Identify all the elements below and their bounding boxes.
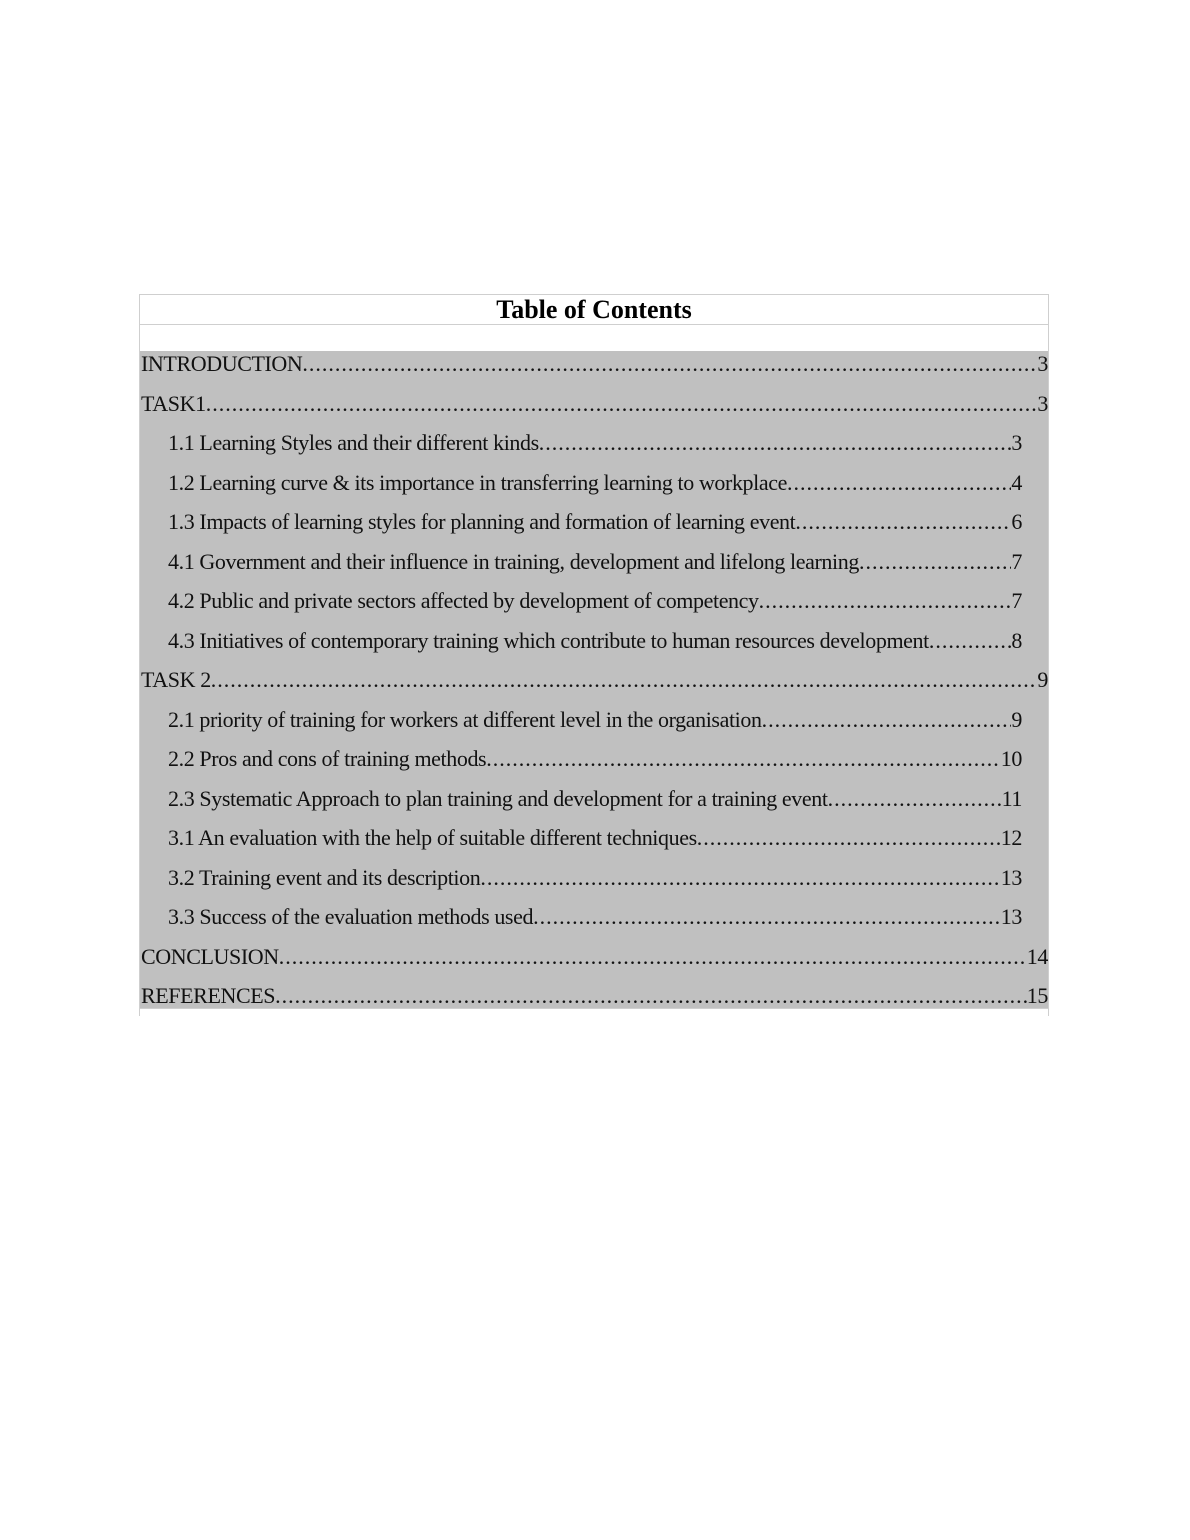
toc-entry-4-2[interactable] xyxy=(140,581,1048,621)
toc-entry-page: 13 xyxy=(1000,904,1022,929)
table-of-contents xyxy=(139,294,1049,1016)
toc-entry-references[interactable] xyxy=(140,976,1048,1016)
toc-dot-leader xyxy=(762,700,1012,740)
toc-entry-label: 2.3 Systematic Approach to plan training and development for a training event xyxy=(168,785,828,811)
toc-entry-2-3[interactable] xyxy=(140,779,1048,819)
toc-entry-page: 14 xyxy=(1026,943,1048,969)
toc-entry-page: 10 xyxy=(1000,746,1022,771)
toc-entry-1-2[interactable] xyxy=(140,463,1048,503)
toc-entry-2-2[interactable] xyxy=(140,739,1048,779)
toc-dot-leader xyxy=(539,423,1012,463)
toc-entry-list xyxy=(140,344,1048,1016)
toc-entry-label: 1.2 Learning curve & its importance in transferring learning to workplace xyxy=(168,469,787,495)
toc-entry-conclusion[interactable] xyxy=(140,937,1048,977)
toc-entry-page: 7 xyxy=(1011,548,1022,574)
toc-entry-introduction[interactable] xyxy=(140,344,1048,384)
toc-title: Table of Contents xyxy=(496,295,692,324)
toc-entry-label: 2.1 priority of training for workers at different level in the organisation xyxy=(168,706,762,732)
toc-entry-label: 4.1 Government and their influence in training, development and lifelong learning xyxy=(168,548,859,574)
toc-entry-3-3[interactable] xyxy=(140,897,1048,937)
toc-entry-page: 6 xyxy=(1011,509,1022,534)
toc-entry-page: 11 xyxy=(1001,785,1022,811)
toc-dot-leader xyxy=(828,779,1002,819)
toc-dot-leader xyxy=(486,739,1001,779)
toc-dot-leader xyxy=(279,937,1027,977)
toc-entry-task1[interactable] xyxy=(140,384,1048,424)
toc-dot-leader xyxy=(533,897,1001,937)
toc-entry-label: 2.2 Pros and cons of training methods xyxy=(168,746,487,771)
toc-entry-page: 8 xyxy=(1011,627,1022,653)
toc-entry-4-1[interactable] xyxy=(140,542,1048,582)
toc-entry-4-3[interactable] xyxy=(140,621,1048,661)
toc-dot-leader xyxy=(859,542,1011,582)
toc-entry-page: 12 xyxy=(1000,825,1022,850)
toc-entry-page: 9 xyxy=(1011,706,1022,732)
toc-dot-leader xyxy=(480,858,1000,898)
toc-entry-label: REFERENCES xyxy=(141,983,276,1008)
toc-dot-leader xyxy=(206,384,1038,424)
toc-entry-3-1[interactable] xyxy=(140,818,1048,858)
toc-dot-leader xyxy=(302,344,1037,384)
toc-entry-page: 3 xyxy=(1037,351,1048,376)
toc-entry-label: 3.2 Training event and its description xyxy=(168,864,481,890)
toc-entry-label: 4.2 Public and private sectors affected by development of competency xyxy=(168,588,759,613)
toc-entry-page: 3 xyxy=(1037,390,1048,416)
toc-dot-leader xyxy=(759,581,1012,621)
toc-entry-2-1[interactable] xyxy=(140,700,1048,740)
toc-entry-page: 7 xyxy=(1011,588,1022,613)
toc-entry-1-1[interactable] xyxy=(140,423,1048,463)
toc-entry-task2[interactable] xyxy=(140,660,1048,700)
toc-entry-label: 3.1 An evaluation with the help of suitable different techniques xyxy=(168,825,697,850)
toc-dot-leader xyxy=(795,502,1011,542)
toc-dot-leader xyxy=(275,976,1027,1016)
toc-title-row xyxy=(140,294,1048,325)
toc-entry-label: CONCLUSION xyxy=(141,943,279,969)
toc-entry-label: TASK 2 xyxy=(141,667,211,692)
toc-entry-label: TASK1 xyxy=(141,390,206,416)
toc-entry-label: 1.1 Learning Styles and their different kinds xyxy=(168,430,539,455)
toc-entry-1-3[interactable] xyxy=(140,502,1048,542)
toc-entry-label: 3.3 Success of the evaluation methods used xyxy=(168,904,534,929)
toc-entry-page: 13 xyxy=(1000,864,1022,890)
toc-dot-leader xyxy=(211,660,1038,700)
toc-dot-leader xyxy=(929,621,1012,661)
toc-dot-leader xyxy=(697,818,1001,858)
toc-entry-label: 4.3 Initiatives of contemporary training which contribute to human resources development xyxy=(168,627,929,653)
toc-entry-label: 1.3 Impacts of learning styles for planning and formation of learning event xyxy=(168,509,796,534)
toc-entry-label: INTRODUCTION xyxy=(141,351,303,376)
toc-entry-3-2[interactable] xyxy=(140,858,1048,898)
toc-entry-page: 15 xyxy=(1026,983,1048,1008)
toc-dot-leader xyxy=(787,463,1011,503)
toc-entry-page: 4 xyxy=(1011,469,1022,495)
toc-entry-page: 9 xyxy=(1037,667,1048,692)
toc-entry-page: 3 xyxy=(1011,430,1022,455)
